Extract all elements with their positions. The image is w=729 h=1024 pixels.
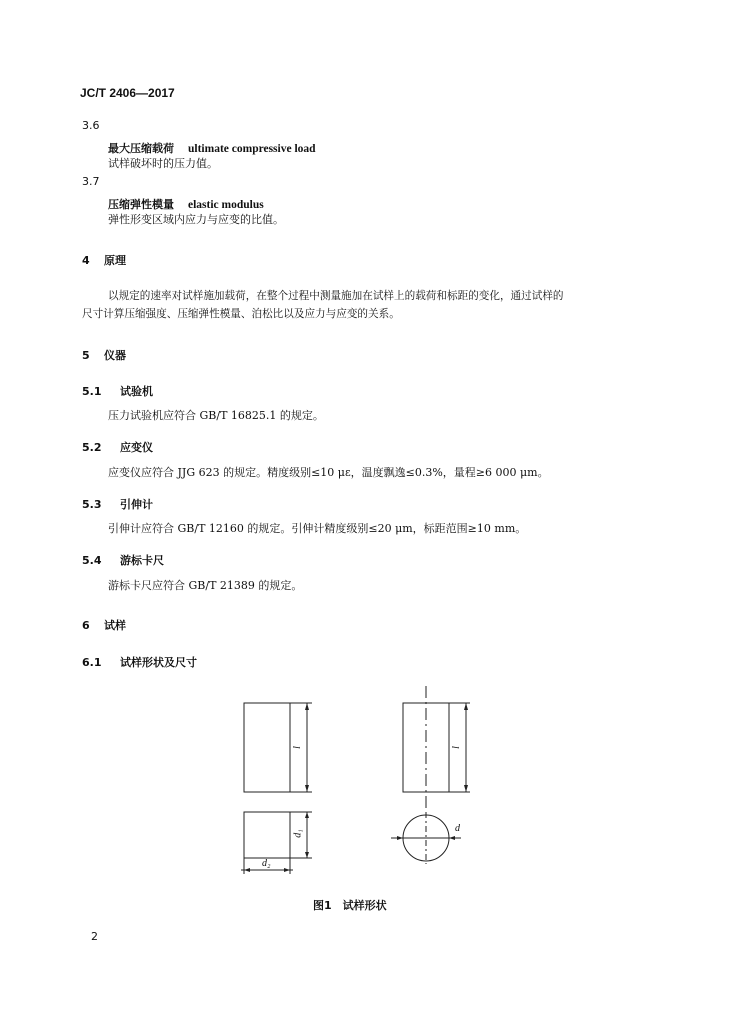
- section-4-para-line1: 以规定的速率对试样施加载荷，在整个过程中测量施加在试样上的载荷和标距的变化，通过试样的: [108, 290, 564, 302]
- left-length-arrow-bottom: [305, 785, 309, 792]
- section-5-number: 5: [82, 349, 90, 362]
- left-length-arrow-top: [305, 703, 309, 710]
- clause-3-6-term-en: ultimate compressive load: [188, 143, 316, 155]
- clause-5-1-text: 压力试验机应符合 GB/T 16825.1 的规定。: [108, 409, 324, 422]
- clause-6-1-title: 试样形状及尺寸: [120, 656, 197, 669]
- clause-5-1-title: 试验机: [120, 385, 153, 398]
- d2-arrow-right: [284, 868, 290, 872]
- left-specimen-side-view: [244, 703, 290, 792]
- clause-5-3-number: 5.3: [82, 498, 102, 511]
- section-4-number: 4: [82, 254, 90, 267]
- clause-5-1-number: 5.1: [82, 385, 102, 398]
- label-d1: d₁: [292, 829, 304, 838]
- d-arrow-left: [397, 836, 403, 840]
- section-6-number: 6: [82, 619, 90, 632]
- clause-3-7-number: 3.7: [82, 175, 100, 188]
- cyl-length-arrow-top: [464, 703, 468, 710]
- clause-5-4-title: 游标卡尺: [120, 554, 164, 567]
- clause-5-2-title: 应变仪: [120, 441, 153, 454]
- d1-arrow-bottom: [305, 852, 309, 858]
- standard-code-header: JC/T 2406—2017: [80, 86, 175, 100]
- d1-arrow-top: [305, 812, 309, 818]
- section-6-title: 试样: [104, 619, 126, 632]
- left-specimen-end-view: [244, 812, 290, 858]
- clause-5-4-number: 5.4: [82, 554, 102, 567]
- section-4-para-line2: 尺寸计算压缩强度、压缩弹性模量、泊松比以及应力与应变的关系。: [82, 308, 400, 320]
- clause-5-2-text: 应变仪应符合 JJG 623 的规定。精度级别≤10 με，温度飘逸≤0.3%，量程≥6 000 μm。: [108, 466, 549, 479]
- clause-5-4-text: 游标卡尺应符合 GB/T 21389 的规定。: [108, 579, 303, 592]
- label-d: d: [455, 823, 460, 834]
- figure-caption: 图1 试样形状: [313, 899, 387, 912]
- section-5-title: 仪器: [104, 349, 126, 362]
- page-number: 2: [91, 930, 98, 943]
- label-l-right: l: [450, 746, 462, 749]
- clause-3-7-term-en: elastic modulus: [188, 199, 264, 211]
- section-4-title: 原理: [104, 254, 126, 267]
- d-arrow-right: [449, 836, 455, 840]
- clause-5-3-title: 引伸计: [120, 498, 153, 511]
- clause-3-6-definition: 试样破坏时的压力值。: [108, 157, 218, 170]
- clause-3-7-definition: 弹性形变区域内应力与应变的比值。: [108, 213, 284, 226]
- label-l-left: l: [291, 746, 303, 749]
- clause-3-6-term-cn: 最大压缩载荷: [108, 142, 174, 155]
- d2-arrow-left: [244, 868, 250, 872]
- label-d2: d₂: [262, 858, 271, 869]
- clause-3-6-number: 3.6: [82, 119, 100, 132]
- clause-6-1-number: 6.1: [82, 656, 102, 669]
- clause-3-7-term-cn: 压缩弹性模量: [108, 198, 174, 211]
- clause-5-2-number: 5.2: [82, 441, 102, 454]
- clause-5-3-text: 引伸计应符合 GB/T 12160 的规定。引伸计精度级别≤20 μm，标距范围≥10 mm。: [108, 522, 527, 535]
- cyl-length-arrow-bottom: [464, 785, 468, 792]
